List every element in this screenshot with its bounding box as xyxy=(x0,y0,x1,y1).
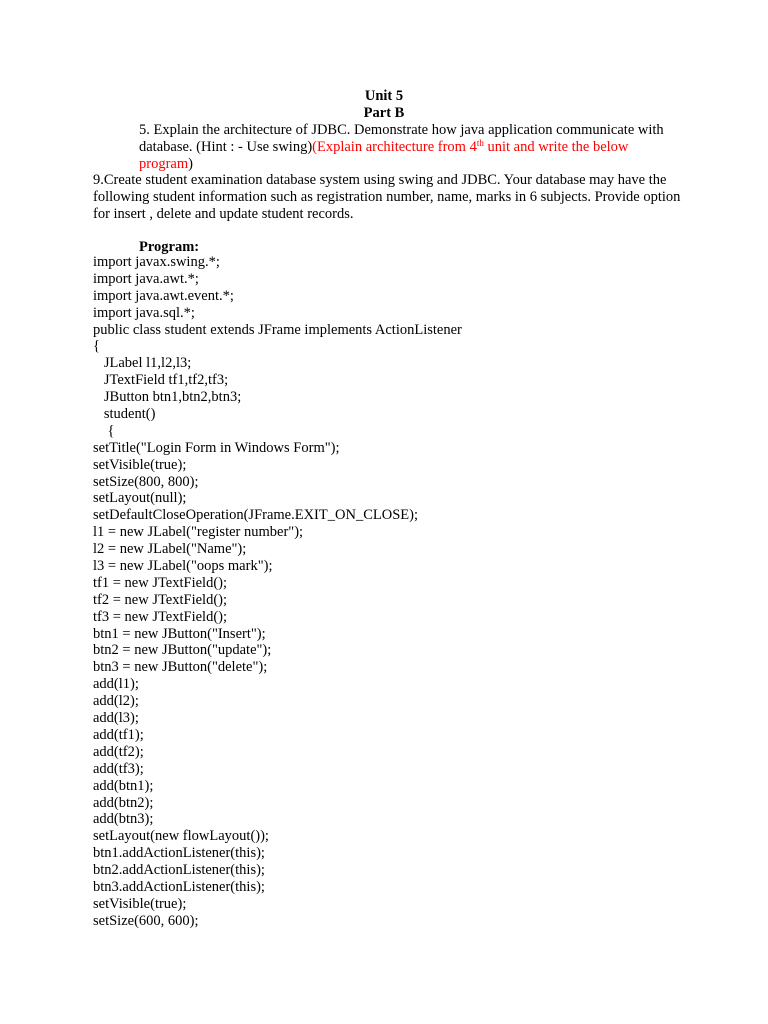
code-line: add(tf1); xyxy=(93,726,144,743)
code-line: tf3 = new JTextField(); xyxy=(93,608,228,625)
code-line: tf2 = new JTextField(); xyxy=(93,591,228,608)
code-line: setVisible(true); xyxy=(93,456,187,473)
note-superscript: th xyxy=(476,138,484,148)
code-listing xyxy=(93,254,462,930)
code-line: setLayout(new flowLayout()); xyxy=(93,828,269,845)
question-9: 9.Create student examination database system using swing and JDBC. Your database may have the following student information such as registration number, name, marks in 6 subjects. Provide option for insert , delete and update student records. xyxy=(93,172,681,222)
question-5-close: ) xyxy=(188,156,193,172)
part-title: Part B xyxy=(363,105,405,121)
code-line: setDefaultCloseOperation(JFrame.EXIT_ON_CLOSE); xyxy=(93,507,418,524)
note-part1: (Explain architecture from 4 xyxy=(312,139,477,155)
code-line: btn2.addActionListener(this); xyxy=(93,862,265,879)
code-line: JTextField tf1,tf2,tf3; xyxy=(93,372,229,389)
note-part2: unit and write the below program xyxy=(139,139,629,172)
code-line: add(btn1); xyxy=(93,777,154,794)
code-line: student() xyxy=(93,406,156,423)
code-line: setSize(800, 800); xyxy=(93,473,199,490)
code-line: add(tf3); xyxy=(93,760,144,777)
code-line: btn3 = new JButton("delete"); xyxy=(93,659,268,676)
code-line: btn1 = new JButton("Insert"); xyxy=(93,625,266,642)
code-line: setSize(600, 600); xyxy=(93,912,199,929)
question-5 xyxy=(139,122,679,173)
code-line: l1 = new JLabel("register number"); xyxy=(93,524,304,541)
code-line: { xyxy=(93,338,100,355)
code-line: add(l3); xyxy=(93,710,139,727)
code-line: add(btn2); xyxy=(93,794,154,811)
code-line: JLabel l1,l2,l3; xyxy=(93,355,192,372)
unit-title: Unit 5 xyxy=(364,88,404,104)
code-line: import java.awt.*; xyxy=(93,270,199,287)
code-line: add(l2); xyxy=(93,693,139,710)
code-line: add(l1); xyxy=(93,676,139,693)
program-heading: Program: xyxy=(139,239,200,255)
code-line: btn2 = new JButton("update"); xyxy=(93,642,272,659)
code-line: public class student extends JFrame implements ActionListener xyxy=(93,321,462,338)
code-line: import javax.swing.*; xyxy=(93,254,220,270)
code-line: JButton btn1,btn2,btn3; xyxy=(93,389,242,406)
code-line: btn1.addActionListener(this); xyxy=(93,845,265,862)
code-line: import java.awt.event.*; xyxy=(93,287,234,304)
code-line: add(tf2); xyxy=(93,743,144,760)
code-line: l2 = new JLabel("Name"); xyxy=(93,541,247,558)
question-5-text: 5. Explain the architecture of JDBC. Demonstrate how java application communicate with database. (Hint : - Use swing) xyxy=(139,122,664,155)
code-line: btn3.addActionListener(this); xyxy=(93,878,265,895)
code-line: l3 = new JLabel("oops mark"); xyxy=(93,558,273,575)
code-line: import java.sql.*; xyxy=(93,304,195,321)
code-line: setTitle("Login Form in Windows Form"); xyxy=(93,439,340,456)
code-line: setVisible(true); xyxy=(93,895,187,912)
code-line: add(btn3); xyxy=(93,811,154,828)
code-line: setLayout(null); xyxy=(93,490,187,507)
code-line: { xyxy=(93,422,115,439)
code-line: tf1 = new JTextField(); xyxy=(93,574,228,591)
